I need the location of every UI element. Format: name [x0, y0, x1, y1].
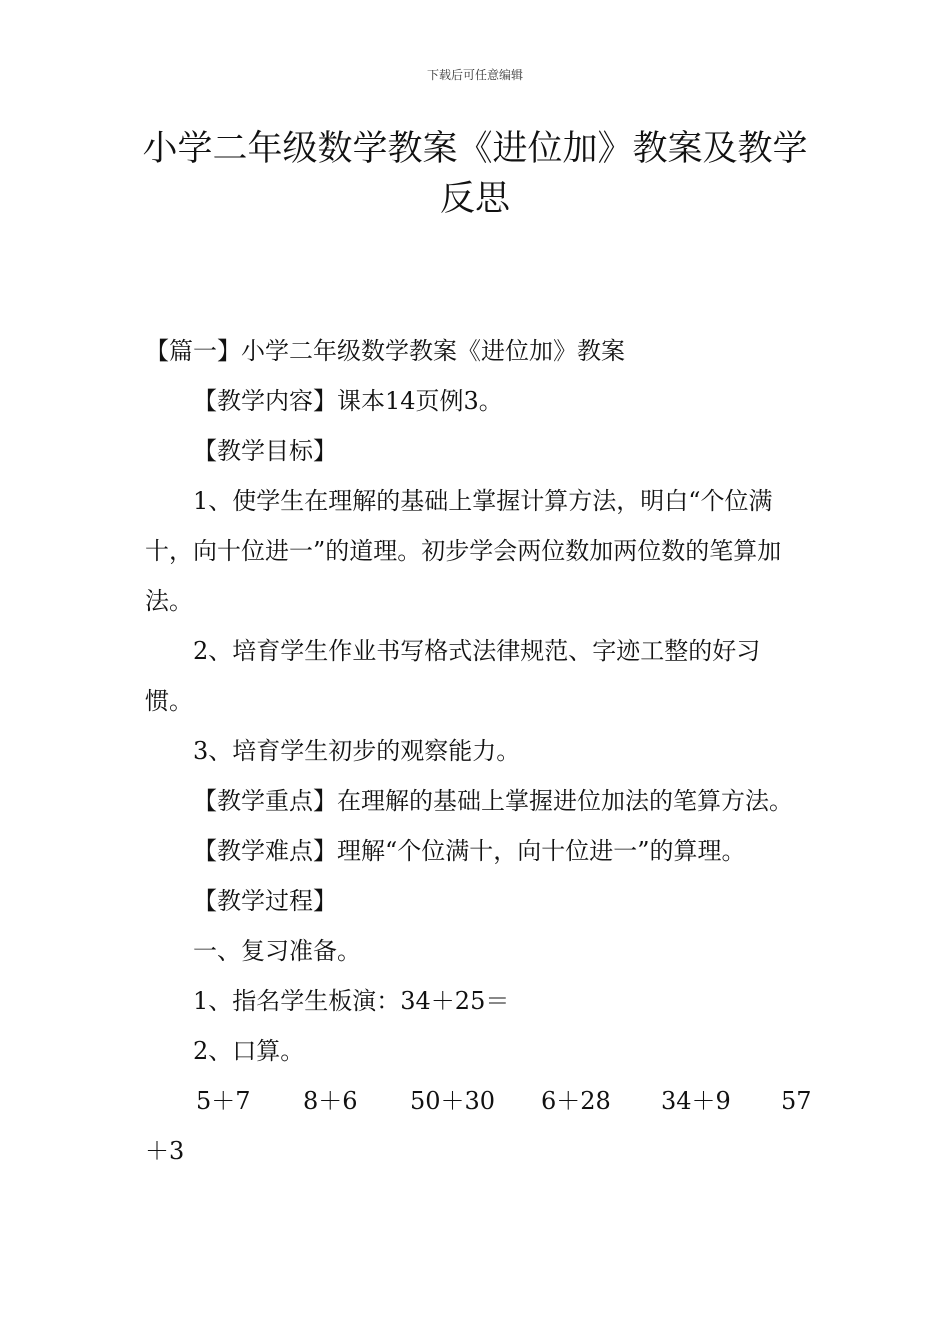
review-heading: 一、复习准备。 — [193, 937, 361, 965]
document-title: 小学二年级数学教案《进位加》教案及教学反思 — [142, 129, 808, 219]
oral-calc-row — [145, 1076, 812, 1126]
oral-calc-heading: 2、口算。 — [193, 1037, 305, 1065]
document-body — [145, 326, 812, 1176]
calc-item: 57 — [781, 1087, 812, 1115]
section-heading: 【篇一】小学二年级数学教案《进位加》教案 — [145, 337, 625, 365]
calc-item: 34＋9 — [661, 1087, 731, 1115]
goal-item-3: 3、培育学生初步的观察能力。 — [193, 737, 521, 765]
teaching-content: 【教学内容】课本14页例3。 — [193, 387, 503, 415]
teaching-goals-heading: 【教学目标】 — [193, 437, 337, 465]
header-note: 下载后可任意编辑 — [426, 68, 523, 82]
teaching-focus: 【教学重点】在理解的基础上掌握进位加法的笔算方法。 — [193, 787, 793, 815]
board-exercise: 1、指名学生板演：34＋25＝ — [193, 987, 510, 1015]
goal-item-2: 2、培育学生作业书写格式法律规范、字迹工整的好习惯。 — [145, 637, 761, 715]
teaching-difficulty: 【教学难点】理解“个位满十，向十位进一”的算理。 — [193, 837, 746, 865]
calc-item-tail: ＋3 — [145, 1137, 185, 1165]
teaching-process-heading: 【教学过程】 — [193, 887, 337, 915]
calc-item: 5＋7 — [196, 1087, 251, 1115]
calc-item: 8＋6 — [303, 1087, 358, 1115]
calc-item: 6＋28 — [541, 1087, 611, 1115]
goal-item-1: 1、使学生在理解的基础上掌握计算方法，明白“个位满十，向十位进一”的道理。初步学会两位数加两位数的笔算加法。 — [145, 487, 782, 615]
calc-item: 50＋30 — [410, 1087, 496, 1115]
